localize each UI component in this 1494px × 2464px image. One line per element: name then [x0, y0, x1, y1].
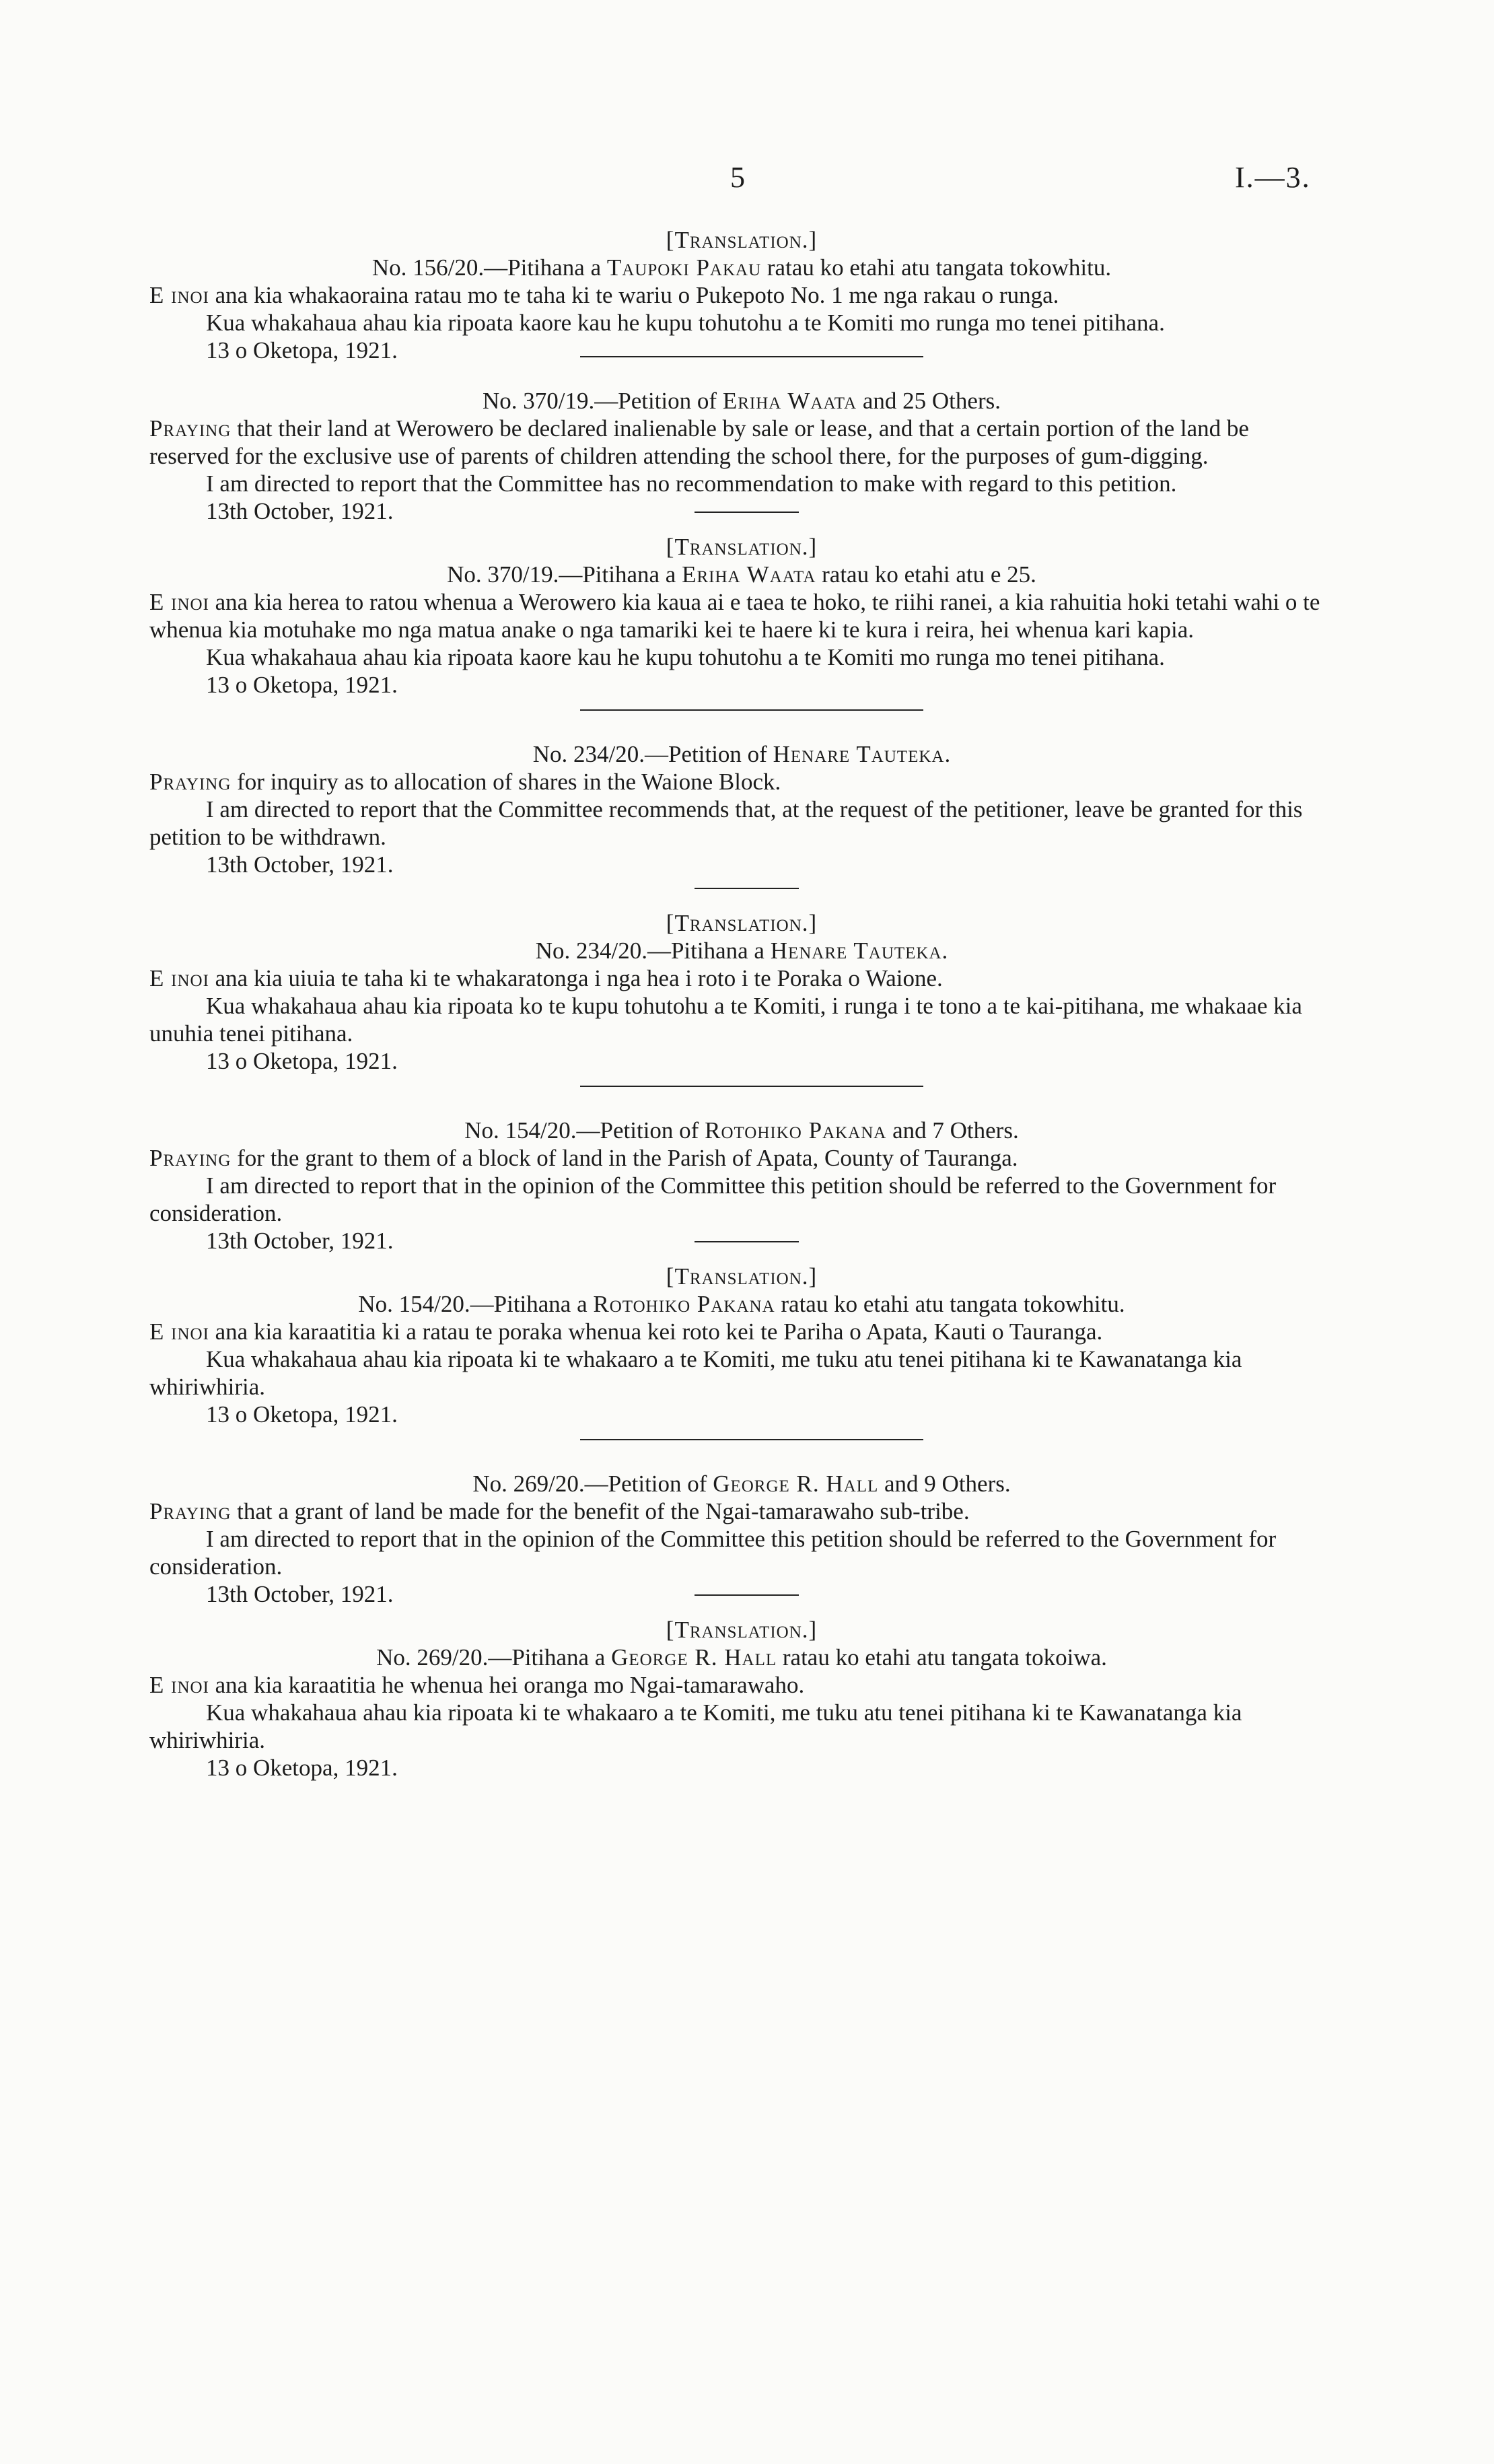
translation-label: [Translation.] [666, 534, 818, 560]
committee-report: Kua whakahaua ahau kia ripoata kaore kau he kupu tohutohu a te Komiti mo runga mo tenei pitihana. [206, 644, 1165, 670]
committee-report: Kua whakahaua ahau kia ripoata ko te kupu tohutohu a te Komiti, i runga i te tono a te kai-pitihana, me whakaae kia unuhia tenei pitihana. [149, 993, 1302, 1047]
petition-translation-154-20 [149, 1263, 1334, 1440]
translation-divider [695, 1594, 799, 1596]
petition-prayer: E inoi ana kia herea to ratou whenua a Werowero kia kaua ai e taea te hoko, te riihi ranei, a kia rahuitia hoki tetahi wahi o te whenua kia motuhake mo nga matua anake o nga tamariki kei te haere ki te kura i reira, hei whenua kari kapia. [149, 589, 1320, 643]
committee-report: I am directed to report that the Committee recommends that, at the request of the petitioner, leave be granted for this petition to be withdrawn. [149, 796, 1303, 850]
report-date: 13 o Oketopa, 1921. [206, 672, 398, 698]
committee-report: I am directed to report that in the opinion of the Committee this petition should be referred to the Government for consideration. [149, 1526, 1277, 1580]
petition-translation-234-20 [149, 909, 1334, 1087]
petition-prayer: Praying that a grant of land be made for the benefit of the Ngai-tamarawaho sub-tribe. [149, 1498, 970, 1524]
section-divider [580, 1086, 923, 1087]
translation-label: [Translation.] [666, 1263, 818, 1290]
translation-label: [Translation.] [666, 227, 818, 253]
section-divider [580, 356, 923, 357]
translation-divider [695, 1241, 799, 1242]
report-date: 13th October, 1921. [206, 1228, 394, 1254]
petition-title: No. 269/20.—Pitihana a George R. Hall ratau ko etahi atu tangata tokoiwa. [376, 1644, 1107, 1670]
translation-label: [Translation.] [666, 910, 818, 936]
translation-divider [695, 512, 799, 513]
petition-translation-156-20 [149, 226, 1334, 363]
petition-title: No. 234/20.—Petition of Henare Tauteka. [532, 741, 951, 767]
petition-prayer: E inoi ana kia whakaoraina ratau mo te taha ki te wariu o Pukepoto No. 1 me nga rakau o runga. [149, 282, 1059, 308]
petition-prayer: Praying for the grant to them of a block of land in the Parish of Apata, County of Tauranga. [149, 1145, 1018, 1171]
petition-prayer: E inoi ana kia karaatitia he whenua hei oranga mo Ngai-tamarawaho. [149, 1672, 805, 1698]
petition-154-20 [149, 1117, 1334, 1254]
document-reference: I.—3. [1235, 161, 1311, 194]
petition-prayer: E inoi ana kia uiuia te taha ki te whakaratonga i nga hea i roto i te Poraka o Waione. [149, 965, 943, 991]
report-date: 13th October, 1921. [206, 498, 394, 524]
petition-title: No. 154/20.—Petition of Rotohiko Pakana and 7 Others. [464, 1117, 1019, 1143]
petition-title: No. 156/20.—Pitihana a Taupoki Pakau ratau ko etahi atu tangata tokowhitu. [371, 254, 1112, 281]
section-divider [580, 709, 923, 711]
committee-report: I am directed to report that in the opinion of the Committee this petition should be referred to the Government for consideration. [149, 1172, 1277, 1226]
page-body [149, 226, 1334, 1782]
petition-prayer: E inoi ana kia karaatitia ki a ratau te poraka whenua kei roto kei te Pariha o Apata, Kauti o Tauranga. [149, 1318, 1103, 1345]
petition-370-19 [149, 387, 1334, 524]
petition-234-20 [149, 740, 1334, 889]
committee-report: I am directed to report that the Committee has no recommendation to make with regard to this petition. [206, 470, 1177, 497]
report-date: 13 o Oketopa, 1921. [206, 337, 398, 363]
petition-title: No. 370/19.—Pitihana a Eriha Waata ratau ko etahi atu e 25. [447, 561, 1036, 588]
report-date: 13th October, 1921. [206, 1581, 394, 1607]
petition-title: No. 269/20.—Petition of George R. Hall and 9 Others. [472, 1471, 1011, 1497]
petition-title: No. 154/20.—Pitihana a Rotohiko Pakana ratau ko etahi atu tangata tokowhitu. [358, 1291, 1125, 1317]
committee-report: Kua whakahaua ahau kia ripoata ki te whakaaro a te Komiti, me tuku atu tenei pitihana ki te Kawanatanga kia whiriwhiria. [149, 1346, 1242, 1400]
petition-269-20 [149, 1470, 1334, 1607]
petition-translation-269-20 [149, 1616, 1334, 1782]
petition-prayer: Praying that their land at Werowero be declared inalienable by sale or lease, and that a certain portion of the land be reserved for the exclusive use of parents of children attending the school there, for the purposes of gum-digging. [149, 415, 1249, 469]
section-divider [580, 1439, 923, 1440]
petition-prayer: Praying for inquiry as to allocation of shares in the Waione Block. [149, 769, 781, 795]
report-date: 13 o Oketopa, 1921. [206, 1755, 398, 1781]
committee-report: Kua whakahaua ahau kia ripoata kaore kau he kupu tohutohu a te Komiti mo runga mo tenei pitihana. [206, 310, 1165, 336]
page-number: 5 [730, 161, 745, 194]
report-date: 13 o Oketopa, 1921. [206, 1048, 398, 1074]
petition-title: No. 234/20.—Pitihana a Henare Tauteka. [535, 938, 948, 964]
report-date: 13th October, 1921. [206, 851, 394, 878]
translation-divider [695, 888, 799, 889]
translation-label: [Translation.] [666, 1617, 818, 1643]
committee-report: Kua whakahaua ahau kia ripoata ki te whakaaro a te Komiti, me tuku atu tenei pitihana ki te Kawanatanga kia whiriwhiria. [149, 1699, 1242, 1753]
petition-title: No. 370/19.—Petition of Eriha Waata and 25 Others. [483, 388, 1001, 414]
petition-translation-370-19 [149, 533, 1334, 711]
report-date: 13 o Oketopa, 1921. [206, 1401, 398, 1428]
